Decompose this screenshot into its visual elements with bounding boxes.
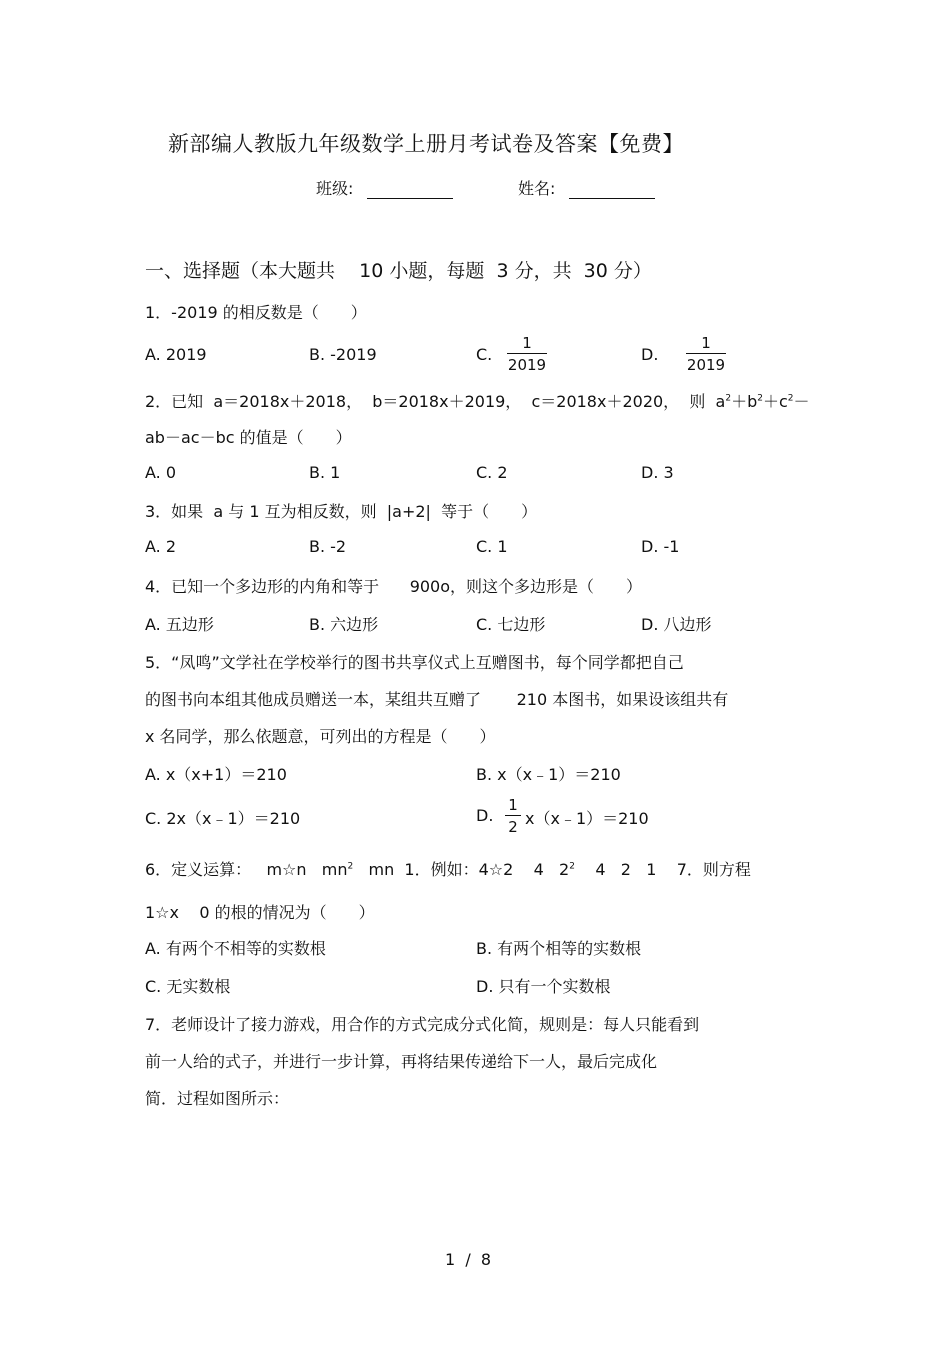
q6-option-c: C. 无实数根 xyxy=(145,977,231,996)
question-6-line-1 xyxy=(145,857,751,880)
q1-option-d-fraction xyxy=(686,334,726,374)
q6-stem-part: 6．定义运算： m☆n mn xyxy=(145,860,348,879)
question-3-stem: 3．如果 a 与 1 互为相反数，则 |a+2| 等于（ ） xyxy=(145,502,538,521)
exponent: 2 xyxy=(757,393,763,404)
class-blank xyxy=(367,182,453,199)
fraction-numerator: 1 xyxy=(522,334,532,352)
q5-option-d: D. xyxy=(476,806,494,825)
name-field xyxy=(518,176,655,199)
section-heading: 一、选择题（本大题共 10 小题，每题 3 分，共 30 分） xyxy=(145,260,652,282)
exponent: 2 xyxy=(569,861,575,872)
class-field xyxy=(316,176,453,199)
fraction-bar xyxy=(505,815,521,816)
q5-option-c: C. 2x（x﹣1）＝210 xyxy=(145,809,301,828)
question-7-line-3: 简．过程如图所示： xyxy=(145,1089,290,1108)
fraction-bar xyxy=(507,353,547,354)
exponent: 2 xyxy=(787,393,794,404)
q2-option-c: C. 2 xyxy=(476,463,508,482)
q5-option-a: A. x（x+1）＝210 xyxy=(145,765,287,784)
fraction-denominator: 2 xyxy=(508,818,518,836)
q5-option-d-fraction xyxy=(505,796,521,836)
exponent: 2 xyxy=(347,861,354,872)
question-7-line-1: 7．老师设计了接力游戏，用合作的方式完成分式化简，规则是：每人只能看到 xyxy=(145,1015,700,1034)
q5-option-b: B. x（x﹣1）＝210 xyxy=(476,765,621,784)
fraction-numerator: 1 xyxy=(701,334,711,352)
q6-option-a: A. 有两个不相等的实数根 xyxy=(145,939,326,958)
q4-option-b: B. 六边形 xyxy=(309,615,379,634)
q3-option-b: B. -2 xyxy=(309,537,347,556)
q1-option-c: C. xyxy=(476,345,493,364)
q6-stem-part: 4 2 1 7．则方程 xyxy=(574,860,751,879)
q1-option-a: A. 2019 xyxy=(145,345,207,364)
q6-option-d: D. 只有一个实数根 xyxy=(476,977,611,996)
question-7-line-2: 前一人给的式子，并进行一步计算，再将结果传递给下一人，最后完成化 xyxy=(145,1052,658,1071)
q2-stem-part: － xyxy=(793,392,810,411)
q3-option-a: A. 2 xyxy=(145,537,177,556)
fraction-numerator: 1 xyxy=(508,796,518,814)
q3-option-c: C. 1 xyxy=(476,537,508,556)
fraction-bar xyxy=(686,353,726,354)
q6-stem-part: mn 1．例如：4☆2 4 2 xyxy=(353,860,570,879)
q1-option-d: D. xyxy=(641,345,659,364)
q2-option-b: B. 1 xyxy=(309,463,341,482)
q6-option-b: B. 有两个相等的实数根 xyxy=(476,939,642,958)
q2-stem-part: ＋c xyxy=(762,392,788,411)
question-2-line-2: ab－ac－bc 的值是（ ） xyxy=(145,428,352,447)
q2-option-d: D. 3 xyxy=(641,463,674,482)
q2-stem-part: 2．已知 a＝2018x＋2018， b＝2018x＋2019， c＝2018x＋2020， 则 a xyxy=(145,392,726,411)
fraction-denominator: 2019 xyxy=(686,356,726,374)
q4-option-c: C. 七边形 xyxy=(476,615,546,634)
question-1-stem: 1．-2019 的相反数是（ ） xyxy=(145,303,367,322)
exponent: 2 xyxy=(725,393,732,404)
name-label: 姓名: xyxy=(518,179,556,198)
question-5-line-1: 5．“凤鸣”文学社在学校举行的图书共享仪式上互赠图书，每个同学都把自己 xyxy=(145,653,684,672)
q1-option-b: B. -2019 xyxy=(309,345,377,364)
q4-option-d: D. 八边形 xyxy=(641,615,712,634)
q3-option-d: D. -1 xyxy=(641,537,680,556)
question-6-line-2: 1☆x 0 的根的情况为（ ） xyxy=(145,903,375,922)
class-label: 班级: xyxy=(316,179,354,198)
page-title: 新部编人教版九年级数学上册月考试卷及答案【免费】 xyxy=(168,132,684,156)
q5-option-d-expression: x（x﹣1）＝210 xyxy=(525,809,649,828)
question-2-line-1 xyxy=(145,389,810,412)
fraction-denominator: 2019 xyxy=(507,356,547,374)
name-blank xyxy=(569,182,655,199)
q2-option-a: A. 0 xyxy=(145,463,177,482)
q2-stem-part: ＋b xyxy=(731,392,758,411)
question-4-stem: 4．已知一个多边形的内角和等于 900o，则这个多边形是（ ） xyxy=(145,577,643,596)
page-number: 1 / 8 xyxy=(445,1250,492,1269)
question-5-line-2: 的图书向本组其他成员赠送一本，某组共互赠了 210 本图书，如果设该组共有 xyxy=(145,690,729,709)
question-5-line-3: x 名同学，那么依题意，可列出的方程是（ ） xyxy=(145,727,496,746)
q1-option-c-fraction xyxy=(507,334,547,374)
q4-option-a: A. 五边形 xyxy=(145,615,214,634)
